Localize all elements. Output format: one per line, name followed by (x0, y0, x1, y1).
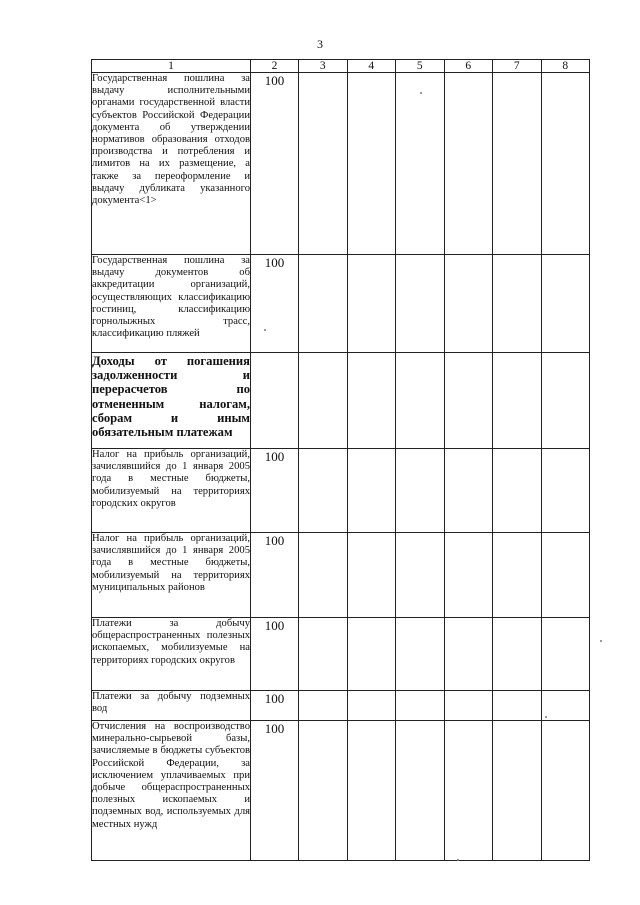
section-heading: Доходы от погашения задолженности и перерасчетов по отмененным налогам, сборам и иным обязательным платежам (92, 353, 251, 449)
row-value: 100 (251, 255, 299, 353)
empty-cell (396, 353, 445, 449)
column-header-6: 6 (444, 60, 493, 73)
row-value: 100 (251, 721, 299, 861)
empty-cell (347, 449, 396, 533)
empty-cell (299, 73, 348, 255)
empty-cell (493, 353, 542, 449)
row-description: Государственная пошлина за выдачу документов об аккредитации организаций, осуществляющих классификацию гостиниц, классификацию горнолыжных трасс, классификацию пляжей (92, 255, 251, 353)
row-description: Платежи за добычу общераспространенных полезных ископаемых, мобилизуемые на территориях городских округов (92, 618, 251, 691)
empty-cell (347, 255, 396, 353)
row-value: 100 (251, 449, 299, 533)
row-value: 100 (251, 618, 299, 691)
empty-cell (299, 691, 348, 721)
empty-cell (299, 255, 348, 353)
empty-cell (444, 73, 493, 255)
table-row (92, 691, 590, 721)
empty-cell (396, 691, 445, 721)
table-row (92, 721, 590, 861)
empty-cell (396, 449, 445, 533)
row-description: Государственная пошлина за выдачу исполнительными органами государственной власти субъектов Российской Федерации документа об утверждении нормативов образования отходов производства и потребления и лимитов на их размещение, а также за переоформление и выдачу дубликата указанного документа<1> (92, 73, 251, 255)
column-header-7: 7 (493, 60, 542, 73)
empty-cell (541, 618, 590, 691)
table-row (92, 73, 590, 255)
column-header-4: 4 (347, 60, 396, 73)
row-value: 100 (251, 73, 299, 255)
empty-cell (541, 255, 590, 353)
empty-cell (493, 73, 542, 255)
empty-cell (444, 353, 493, 449)
row-value: 100 (251, 533, 299, 618)
page-number: 3 (317, 37, 323, 51)
empty-cell (444, 533, 493, 618)
row-value: 100 (251, 691, 299, 721)
table-row (92, 618, 590, 691)
empty-cell (299, 353, 348, 449)
row-value (251, 353, 299, 449)
empty-cell (299, 618, 348, 691)
empty-cell (444, 691, 493, 721)
empty-cell (347, 721, 396, 861)
scan-speck (545, 716, 547, 718)
empty-cell (347, 691, 396, 721)
column-header-8: 8 (541, 60, 590, 73)
scan-speck (264, 329, 266, 331)
empty-cell (396, 73, 445, 255)
empty-cell (541, 691, 590, 721)
row-description: Платежи за добычу подземных вод (92, 691, 251, 721)
header-row (92, 60, 590, 73)
column-header-5: 5 (396, 60, 445, 73)
empty-cell (541, 533, 590, 618)
empty-cell (396, 255, 445, 353)
empty-cell (493, 721, 542, 861)
empty-cell (299, 449, 348, 533)
empty-cell (444, 721, 493, 861)
empty-cell (493, 449, 542, 533)
revenue-distribution-table (91, 59, 590, 861)
empty-cell (493, 255, 542, 353)
empty-cell (299, 721, 348, 861)
table-row (92, 255, 590, 353)
empty-cell (493, 618, 542, 691)
empty-cell (347, 618, 396, 691)
row-description: Отчисления на воспроизводство минерально-сырьевой базы, зачисляемые в бюджеты субъектов Российской Федерации, за исключением уплачиваемых при добыче общераспространенных полезных ископаемых и подземных вод, используемых для местных нужд (92, 721, 251, 861)
section-row (92, 353, 590, 449)
empty-cell (444, 449, 493, 533)
empty-cell (444, 618, 493, 691)
scan-speck (600, 640, 602, 642)
table-row (92, 533, 590, 618)
column-header-2: 2 (251, 60, 299, 73)
empty-cell (347, 353, 396, 449)
empty-cell (396, 533, 445, 618)
empty-cell (541, 73, 590, 255)
scan-speck (457, 859, 459, 861)
row-description: Налог на прибыль организаций, зачислявшийся до 1 января 2005 года в местные бюджеты, мобилизуемый на территориях городских округов (92, 449, 251, 533)
row-description: Налог на прибыль организаций, зачислявшийся до 1 января 2005 года в местные бюджеты, мобилизуемый на территориях муниципальных районов (92, 533, 251, 618)
column-header-3: 3 (299, 60, 348, 73)
column-header-1: 1 (92, 60, 251, 73)
table-row (92, 449, 590, 533)
empty-cell (493, 691, 542, 721)
empty-cell (541, 449, 590, 533)
empty-cell (347, 73, 396, 255)
empty-cell (444, 255, 493, 353)
empty-cell (396, 721, 445, 861)
empty-cell (396, 618, 445, 691)
empty-cell (541, 353, 590, 449)
empty-cell (541, 721, 590, 861)
scan-speck (420, 92, 422, 94)
empty-cell (347, 533, 396, 618)
empty-cell (493, 533, 542, 618)
empty-cell (299, 533, 348, 618)
